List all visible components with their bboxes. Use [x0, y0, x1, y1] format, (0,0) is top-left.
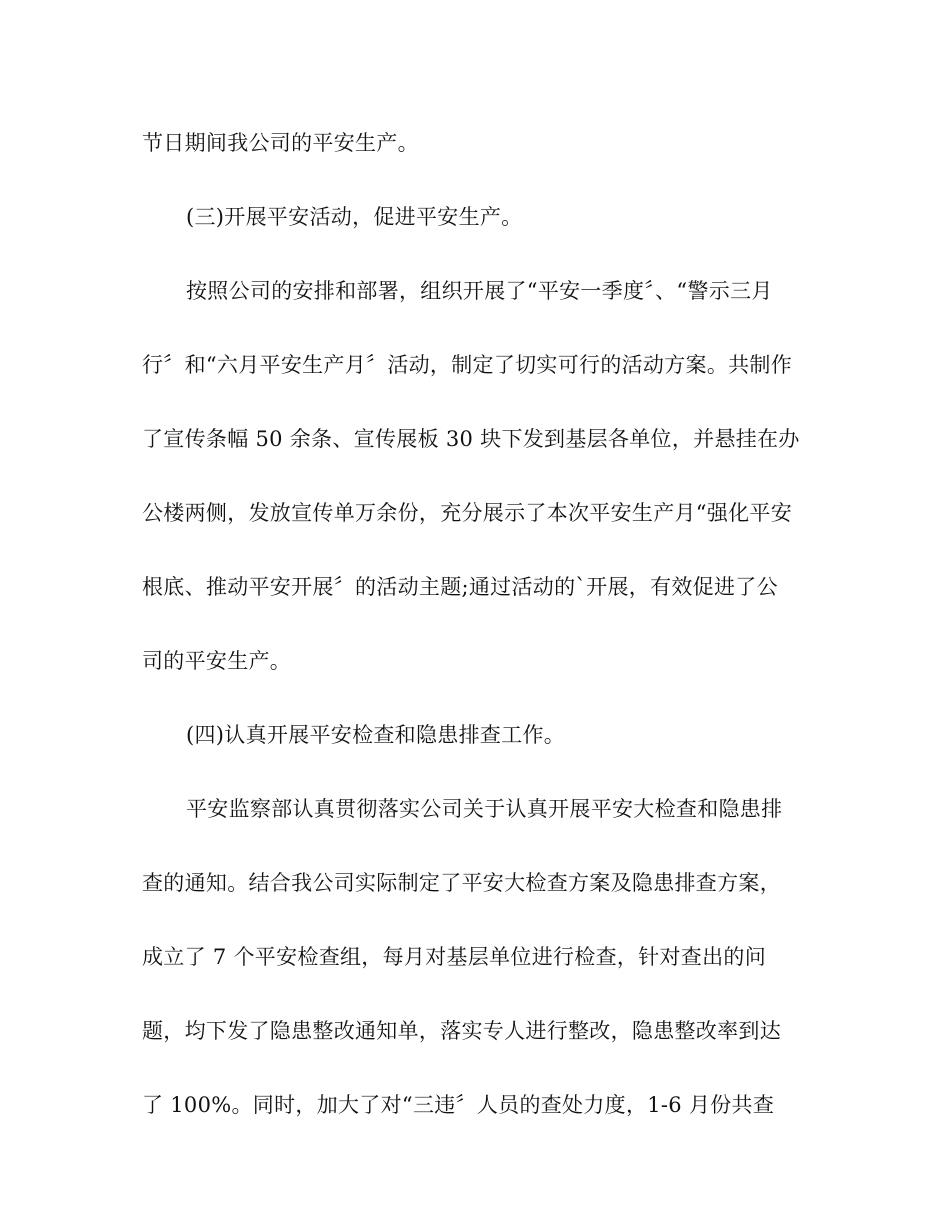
paragraph-line: 了宣传条幅 50 余条、宣传展板 30 块下发到基层各单位，并悬挂在办 [142, 427, 800, 451]
section-heading-four: (四)认真开展平安检查和隐患排查工作。 [186, 723, 566, 747]
paragraph-line: 行〞和“六月平安生产月〞活动，制定了切实可行的活动方案。共制作 [142, 353, 793, 377]
paragraph-line: 根底、推动平安开展〞的活动主题;通过活动的`开展，有效促进了公 [142, 575, 778, 599]
paragraph-line: 查的通知。结合我公司实际制定了平安大检查方案及隐患排查方案， [142, 871, 781, 895]
paragraph-line: 了 100%。同时，加大了对“三违〞人员的查处力度，1-6 月份共查 [142, 1093, 775, 1117]
paragraph-line: 平安监察部认真贯彻落实公司关于认真开展平安大检查和隐患排 [186, 797, 783, 821]
paragraph-line: 按照公司的安排和部署，组织开展了“平安一季度〞、“警示三月 [186, 279, 773, 303]
paragraph-line: 司的平安生产。 [142, 649, 292, 673]
paragraph-line: 公楼两侧，发放宣传单万余份，充分展示了本次平安生产月“强化平安 [142, 501, 793, 525]
section-heading-three: (三)开展平安活动，促进平安生产。 [186, 205, 523, 229]
paragraph-continuation-line: 节日期间我公司的平安生产。 [142, 131, 419, 155]
paragraph-line: 题，均下发了隐患整改通知单，落实专人进行整改，隐患整改率到达 [142, 1019, 781, 1043]
paragraph-line: 成立了 7 个平安检查组，每月对基层单位进行检查，针对查出的问 [142, 945, 767, 969]
